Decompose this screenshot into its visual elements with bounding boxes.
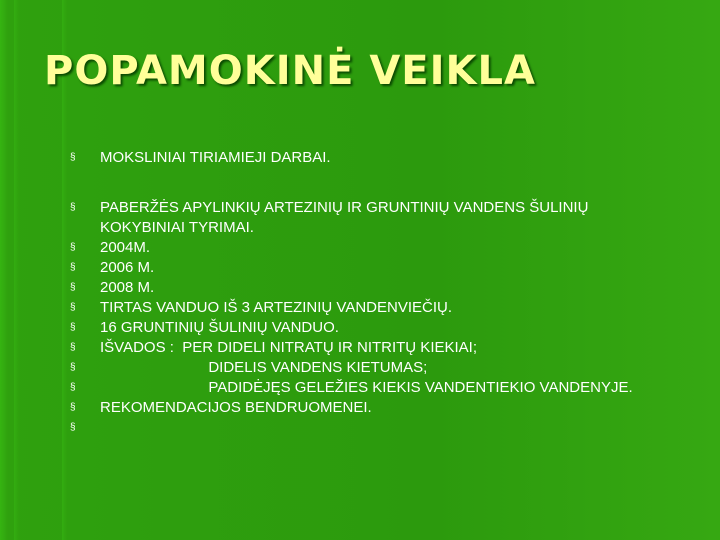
list-item [70,378,700,398]
list-item [70,338,700,358]
list-item [70,358,700,378]
left-stripe [0,0,8,540]
spacer [70,168,700,198]
list-item [70,298,700,318]
list-item [70,238,700,258]
list-item [70,398,700,418]
list-item-text: 16 GRUNTINIŲ ŠULINIŲ VANDUO. [100,319,339,336]
list-item-text: PABERŽĖS APYLINKIŲ ARTEZINIŲ IR GRUNTINIŲ VANDENS ŠULINIŲ KOKYBINIAI TYRIMAI. [100,199,589,236]
bullet-list [70,148,700,438]
list-item-text: 2008 M. [100,279,155,296]
bullet-icon: § [70,242,76,253]
list-item [70,318,700,338]
list-item-text: TIRTAS VANDUO IŠ 3 ARTEZINIŲ VANDENVIEČIŲ. [100,299,453,316]
list-item-text: DIDELIS VANDENS KIETUMAS; [100,359,428,376]
slide-title: POPAMOKINĖ VEIKLA [44,48,536,94]
list-item-text: PADIDĖJĘS GELEŽIES KIEKIS VANDENTIEKIO VANDENYJE. [100,379,633,396]
list-item-text: REKOMENDACIJOS BENDRUOMENEI. [100,399,372,416]
bullet-icon: § [70,152,76,163]
bullet-icon: § [70,282,76,293]
list-item-text: 2006 M. [100,259,155,276]
list-item [70,198,700,238]
bullet-icon: § [70,262,76,273]
bullet-icon: § [70,202,76,213]
bullet-icon: § [70,382,76,393]
bullet-icon: § [70,322,76,333]
list-item [70,418,700,438]
bullet-icon: § [70,362,76,373]
list-item [70,278,700,298]
list-item [70,148,700,168]
bullet-icon: § [70,302,76,313]
list-item-text: 2004M. [100,239,151,256]
list-item [70,258,700,278]
left-stripe-thin [14,0,19,540]
bullet-icon: § [70,402,76,413]
list-item-text: MOKSLINIAI TIRIAMIEJI DARBAI. [100,149,331,166]
list-item-text: IŠVADOS : PER DIDELI NITRATŲ IR NITRITŲ KIEKIAI; [100,339,477,356]
bullet-icon: § [70,422,76,433]
bullet-icon: § [70,342,76,353]
